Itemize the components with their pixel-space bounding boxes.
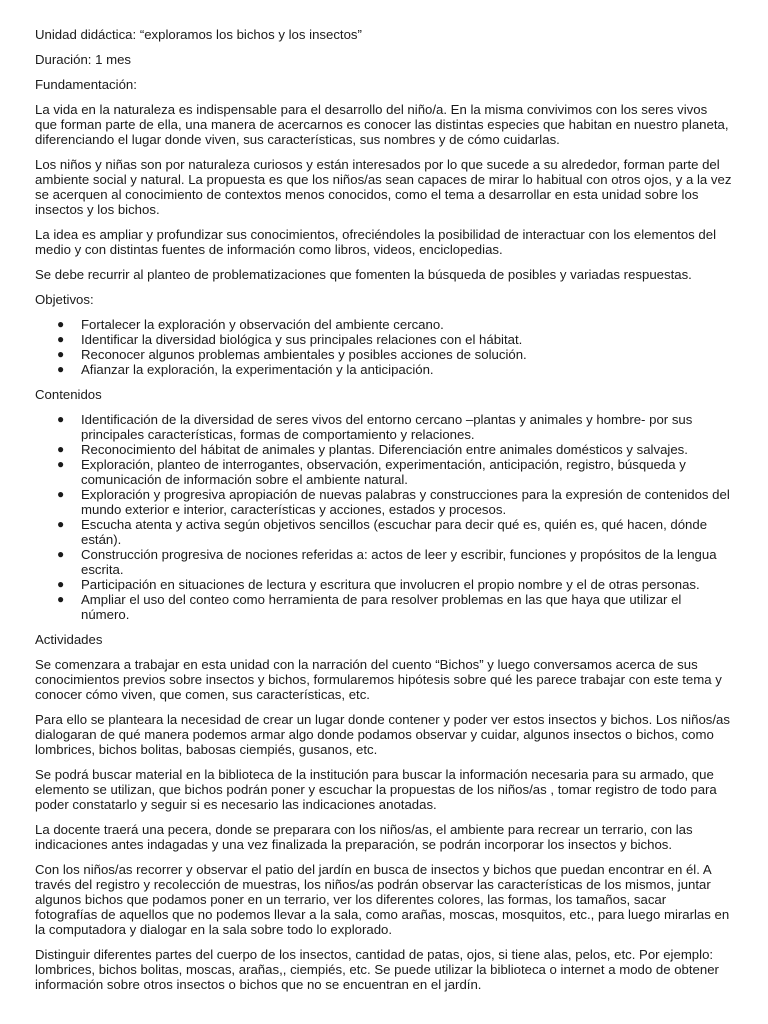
bullet-icon: ● — [57, 457, 65, 471]
bullet-icon: ● — [57, 592, 65, 606]
contenido-text: Ampliar el uso del conteo como herramienta de para resolver problemas en las que haya que utilizar el número. — [81, 592, 682, 622]
bullet-icon: ● — [57, 442, 65, 456]
bullet-icon: ● — [57, 547, 65, 561]
bullet-icon: ● — [57, 577, 65, 591]
actividades-paragraph: Se comenzara a trabajar en esta unidad con la narración del cuento “Bichos” y luego conversamos acerca de sus conocimientos previos sobre insectos y bichos, formularemos hipótesis sobre qué les parece trabajar con este tema y conocer cómo viven, que comen, sus características, etc. — [35, 657, 722, 702]
objetivos-heading: Objetivos: — [35, 292, 94, 307]
objetivo-text: Identificar la diversidad biológica y sus principales relaciones con el hábitat. — [81, 332, 523, 347]
actividades-paragraph: Distinguir diferentes partes del cuerpo de los insectos, cantidad de patas, ojos, si tiene alas, pelos, etc. Por ejemplo: lombrices, bichos bolitas, moscas, arañas,, ciempiés, etc. Se puede utilizar la biblioteca o internet a modo de obtener información sobre otros insectos o bichos que no se encuentran en el jardín. — [35, 947, 719, 992]
contenido-item — [35, 547, 732, 577]
actividades-paragraph: Con los niños/as recorrer y observar el patio del jardín en busca de insectos y bichos que puedan encontrar en él. A través del registro y recolección de muestras, los niños/as podrán observar las características de los mismos, juntar algunos bichos que podamos poner en un terrario, ver los diferentes colores, las formas, los tamaños, sacar fotografías de aquellos que no podemos llevar a la sala, como arañas, moscas, mosquitos, etc., para luego mirarlas en la computadora y dialogar en la sala sobre todo lo explorado. — [35, 862, 730, 937]
contenido-text: Reconocimiento del hábitat de animales y plantas. Diferenciación entre animales domésticos y salvajes. — [81, 442, 688, 457]
objetivo-text: Afianzar la exploración, la experimentación y la anticipación. — [81, 362, 434, 377]
objetivo-text: Reconocer algunos problemas ambientales y posibles acciones de solución. — [81, 347, 527, 362]
actividades-paragraph: Para ello se planteara la necesidad de crear un lugar donde contener y poder ver estos insectos y bichos. Los niños/as dialogaran de qué manera podemos armar algo donde podamos observar y cuidar, algunos insectos o bichos, como lombrices, bichos bolitas, babosas ciempiés, gusanos, etc. — [35, 712, 730, 757]
contenido-text: Exploración y progresiva apropiación de nuevas palabras y construcciones para la expresión de contenidos del mundo exterior e interior, características y acciones, estados y procesos. — [81, 487, 730, 517]
document-title: Unidad didáctica: “exploramos los bichos y los insectos” — [35, 27, 362, 42]
fundamentacion-paragraph: Se debe recurrir al planteo de problematizaciones que fomenten la búsqueda de posibles y variadas respuestas. — [35, 267, 692, 282]
contenido-text: Escucha atenta y activa según objetivos sencillos (escuchar para decir qué es, quién es, qué hacen, dónde están). — [81, 517, 708, 547]
contenido-item — [35, 517, 732, 547]
bullet-icon: ● — [57, 332, 65, 346]
bullet-icon: ● — [57, 362, 65, 376]
objetivo-item — [35, 347, 732, 362]
fundamentacion-paragraph: La idea es ampliar y profundizar sus conocimientos, ofreciéndoles la posibilidad de interactuar con los elementos del medio y con distintas fuentes de información como libros, videos, enciclopedias. — [35, 227, 717, 257]
contenido-text: Exploración, planteo de interrogantes, observación, experimentación, anticipación, registro, búsqueda y comunicación de información sobre el ambiente natural. — [81, 457, 686, 487]
objetivo-item — [35, 332, 732, 347]
contenido-text: Participación en situaciones de lectura y escritura que involucren el propio nombre y el de otras personas. — [81, 577, 700, 592]
contenido-item — [35, 592, 732, 622]
objetivos-list — [35, 317, 732, 377]
fundamentacion-paragraph: La vida en la naturaleza es indispensable para el desarrollo del niño/a. En la misma convivimos con los seres vivos que forman parte de ella, una manera de acercarnos es conocer las distintas especies que habitan en nuestro planeta, diferenciando el lugar donde viven, sus características, sus nombres y de cómo cuidarlas. — [35, 102, 729, 147]
bullet-icon: ● — [57, 347, 65, 361]
contenido-item — [35, 442, 732, 457]
contenido-item — [35, 487, 732, 517]
actividades-heading: Actividades — [35, 632, 103, 647]
contenido-text: Construcción progresiva de nociones referidas a: actos de leer y escribir, funciones y propósitos de la lengua escrita. — [81, 547, 717, 577]
fundamentacion-heading: Fundamentación: — [35, 77, 137, 92]
contenido-text: Identificación de la diversidad de seres vivos del entorno cercano –plantas y animales y hombre- por sus principales características, formas de comportamiento y relaciones. — [81, 412, 693, 442]
contenido-item — [35, 577, 732, 592]
fundamentacion-paragraph: Los niños y niñas son por naturaleza curiosos y están interesados por lo que sucede a su alrededor, forman parte del ambiente social y natural. La propuesta es que los niños/as sean capaces de mirar lo habitual con otros ojos, y a la vez se acerquen al conocimiento de contextos menos conocidos, como el tema a desarrollar en esta unidad sobre los insectos y los bichos. — [35, 157, 732, 217]
bullet-icon: ● — [57, 317, 65, 331]
objetivo-item — [35, 362, 732, 377]
contenidos-heading: Contenidos — [35, 387, 102, 402]
bullet-icon: ● — [57, 517, 65, 531]
bullet-icon: ● — [57, 412, 65, 426]
actividades-paragraph: Se podrá buscar material en la biblioteca de la institución para buscar la información necesaria para su armado, que elemento se utilizan, que bichos podrán poner y escuchar la propuestas de los niños/as , tomar registro de todo para poder constatarlo y seguir si es necesario las indicaciones anotadas. — [35, 767, 717, 812]
bullet-icon: ● — [57, 487, 65, 501]
objetivo-item — [35, 317, 732, 332]
duration-line: Duración: 1 mes — [35, 52, 132, 67]
contenido-item — [35, 412, 732, 442]
contenido-item — [35, 457, 732, 487]
objetivo-text: Fortalecer la exploración y observación del ambiente cercano. — [81, 317, 444, 332]
contenidos-list — [35, 412, 732, 622]
actividades-paragraph: La docente traerá una pecera, donde se prepararа con los niños/as, el ambiente para recrear un terrario, con las indicaciones antes indagadas y una vez finalizada la preparación, se podrán incorporar los insectos y bichos. — [35, 822, 693, 852]
